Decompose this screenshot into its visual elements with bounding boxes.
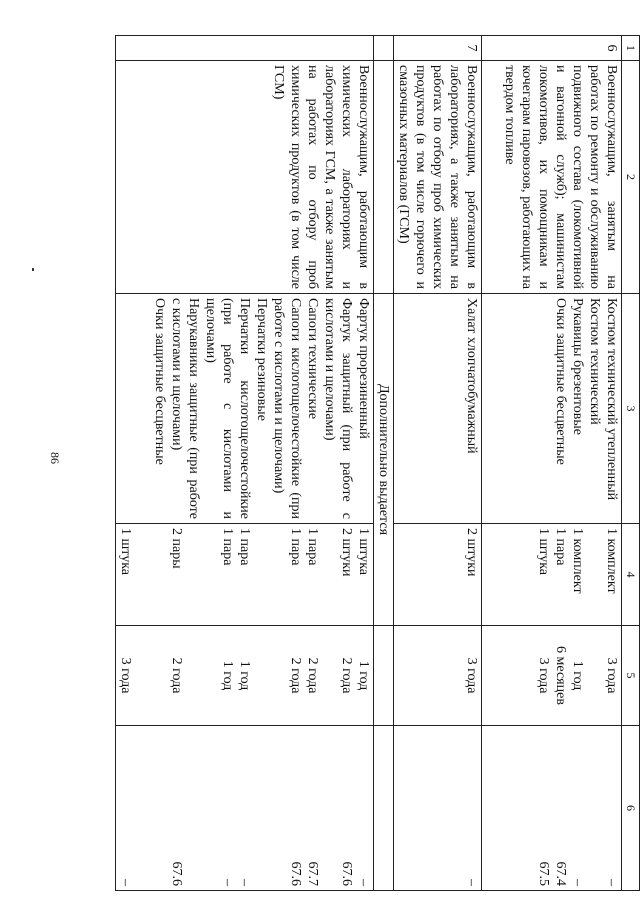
col-header-4: 4 bbox=[622, 524, 640, 626]
item-term: 2 года bbox=[169, 657, 184, 694]
item-quantities bbox=[482, 524, 622, 626]
item-ref: – bbox=[220, 879, 235, 886]
item-qty: 1 комплект bbox=[570, 528, 585, 594]
item-name: Перчатки резиновые bbox=[254, 298, 269, 421]
item-term: 1 год bbox=[356, 660, 371, 691]
item-qty: 1 пара bbox=[305, 528, 320, 566]
item-name: Рукавицы брезентовые bbox=[570, 298, 585, 435]
item-refs bbox=[116, 726, 374, 891]
ppe-norms-table bbox=[115, 35, 640, 891]
item-term: 1 год bbox=[237, 660, 252, 691]
item-qty: 1 штука bbox=[118, 528, 133, 576]
item-ref: 67.6 bbox=[288, 861, 303, 886]
item-name: Очки защитные бесцветные bbox=[553, 298, 568, 465]
item-term: 2 года bbox=[305, 657, 320, 694]
item-name: Нарукавники защитные (при работе с кислотами и щелочами) bbox=[169, 298, 201, 519]
item-ref: – bbox=[604, 879, 619, 886]
item-qty: 1 штука bbox=[356, 528, 371, 576]
item-ref: – bbox=[394, 726, 482, 891]
col-header-6: 6 bbox=[622, 726, 640, 891]
item-ref: – bbox=[570, 879, 585, 886]
scan-speck bbox=[32, 268, 34, 271]
table-row bbox=[394, 36, 482, 891]
row-description: Военнослужащим, работающим в лабораториях, а также занятым на работах по отбору проб химических продуктов (в том числе горючего и смазочных материалов (ГСМ) bbox=[394, 61, 482, 294]
row-description: Военнослужащим, занятым на работах по ремонту и обслуживанию подвижного состава (локомотивной и вагонной служб); машинистам локомотивов, их помощникам и кочегарам паровозов, работающих на твердом топливе bbox=[482, 61, 622, 294]
row-description: Военнослужащим, работающим в химических лабораториях и лабораториях ГСМ, а также занятым на работах по отбору проб химических продуктов (в том числе ГСМ) bbox=[116, 61, 374, 294]
item-terms bbox=[116, 626, 374, 726]
item-ref: – bbox=[118, 879, 133, 886]
header-row bbox=[622, 36, 640, 891]
item-qty: 1 штука bbox=[536, 528, 551, 576]
page-number: 86 bbox=[48, 452, 62, 464]
item-refs bbox=[482, 726, 622, 891]
item-qty: 1 пара bbox=[220, 528, 235, 566]
item-term: 2 года bbox=[339, 657, 354, 694]
item-name: Костюм технический bbox=[587, 298, 602, 425]
subheader-label: Дополнительно выдается bbox=[374, 294, 394, 626]
subheader-row bbox=[374, 36, 394, 891]
col-header-2: 2 bbox=[622, 61, 640, 294]
table-row bbox=[116, 36, 374, 891]
item-qty: 2 штуки bbox=[339, 528, 354, 577]
item-qty: 1 пара bbox=[553, 528, 568, 566]
item-term: 6 месяцев bbox=[553, 646, 568, 705]
item-name: Костюм технический утепленный bbox=[604, 298, 619, 501]
item-term: 3 года bbox=[394, 626, 482, 726]
item-qty: 1 пара bbox=[288, 528, 303, 566]
item-term: 3 года bbox=[118, 657, 133, 694]
row-number: 7 bbox=[394, 36, 482, 61]
item-ref: – bbox=[237, 879, 252, 886]
item-term: 3 года bbox=[536, 657, 551, 694]
item-term: 3 года bbox=[604, 657, 619, 694]
col-header-5: 5 bbox=[622, 626, 640, 726]
item-names bbox=[482, 294, 622, 524]
item-ref: 67.4 bbox=[553, 861, 568, 886]
item-term: 2 года bbox=[288, 657, 303, 694]
item-ref: 67.6 bbox=[339, 861, 354, 886]
item-term: 1 год bbox=[220, 660, 235, 691]
item-name: Сапоги технические bbox=[305, 298, 320, 420]
row-number: 6 bbox=[482, 36, 622, 61]
item-name: Сапоги кислотощелочестойкие (при работе с кислотами и щелочами) bbox=[271, 298, 303, 519]
item-ref: 67.5 bbox=[536, 861, 551, 886]
item-qty: 2 штуки bbox=[394, 524, 482, 626]
item-ref: 67.6 bbox=[169, 861, 184, 886]
col-header-1: 1 bbox=[622, 36, 640, 61]
item-name: Халат хлопчатобумажный bbox=[394, 294, 482, 524]
rotated-page bbox=[100, 35, 640, 890]
item-ref: – bbox=[356, 879, 371, 886]
item-names bbox=[116, 294, 374, 524]
table-row bbox=[482, 36, 622, 891]
item-name: Фартук прорезиненный bbox=[356, 298, 371, 439]
item-name: Фартук защитный (при работе с кислотами и щелочами) bbox=[322, 298, 354, 519]
item-ref: 67.7 bbox=[305, 861, 320, 886]
item-qty: 1 пара bbox=[237, 528, 252, 566]
item-name: Перчатки кислотощелочестойкие (при работе с кислотами и щелочами) bbox=[203, 298, 252, 519]
item-qty: 2 пары bbox=[169, 528, 184, 569]
item-qty: 1 комплект bbox=[604, 528, 619, 594]
item-term: 1 год bbox=[570, 660, 585, 691]
item-quantities bbox=[116, 524, 374, 626]
item-terms bbox=[482, 626, 622, 726]
col-header-3: 3 bbox=[622, 294, 640, 524]
item-name: Очки защитные бесцветные bbox=[152, 298, 167, 465]
